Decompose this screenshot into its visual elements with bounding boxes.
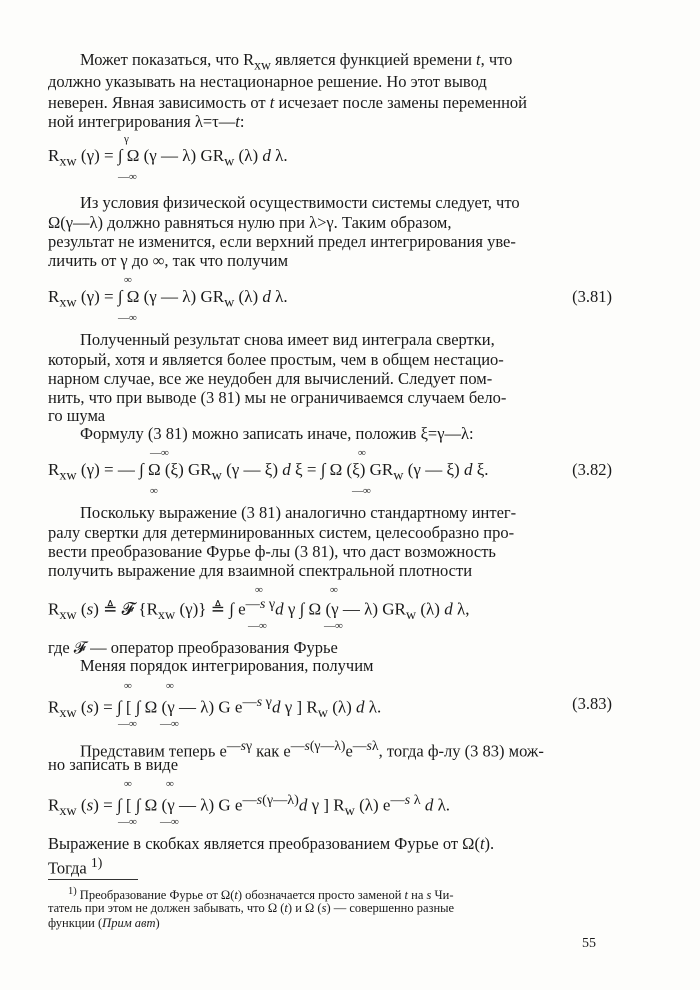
integral-upper-limit: ∞ — [124, 274, 132, 286]
equation-number: (3.83) — [572, 694, 612, 713]
integral-upper-limit: ∞ — [255, 584, 263, 596]
page-number: 55 — [582, 936, 596, 951]
integral-upper-limit: ∞ — [124, 778, 132, 790]
footnote-line: $^{1)}$ Преобразование Фурье от Ω(t) обозначается просто заменой t на s Чи- — [68, 886, 454, 903]
text-line: нить, что при выводе (3 81) мы не ограничиваемся случаем бело- — [48, 388, 507, 407]
footnote-line: татель при этом не должен забывать, что Ω (t) и Ω (s) — совершенно разные — [48, 901, 455, 915]
paragraph-7: Меняя порядок интегрирования, получим — [80, 656, 374, 675]
integral-upper-limit: ∞ — [166, 680, 174, 692]
text-line: результат не изменится, если верхний предел интегрирования уве- — [48, 232, 516, 251]
integral-lower-limit: —∞ — [118, 312, 137, 324]
text-line: должно указывать на нестационарное решение. Но этот вывод — [48, 72, 487, 91]
integral-lower-limit: —∞ — [160, 718, 179, 730]
integral-lower-limit: ∞ — [150, 485, 158, 497]
text-line: вести преобразование Фурье ф-лы (3 81), что даст возможность — [48, 542, 496, 561]
equation-body: $R_{xw}$ (γ) = ∫ Ω (γ — λ) $GR_w$ (λ) d λ. — [48, 287, 288, 311]
text-line: Полученный результат снова имеет вид интеграла свертки, — [80, 330, 495, 349]
text-line: Представим теперь $e^{—s\gamma}$ как $e^{—s(\gamma—\lambda)}e^{—s\lambda}$, тогда ф-лу (3 83) мож- — [80, 738, 544, 761]
text-line: Выражение в скобках является преобразованием Фурье от Ω(t). — [48, 834, 495, 853]
equation-body: $R_{xw}$ (s) = ∫ [ ∫ Ω (γ — λ) G $e^{—s(\gamma—\lambda)}d$ γ ] $R_w$ (λ) $e^{—s \lambda}$ d λ. — [48, 792, 451, 820]
integral-lower-limit: —∞ — [118, 816, 137, 828]
footnote-line: функции (Прим авт) — [48, 916, 160, 930]
integral-upper-limit: ∞ — [124, 680, 132, 692]
integral-lower-limit: —∞ — [118, 718, 137, 730]
equation-number: (3.82) — [572, 460, 612, 479]
integral-upper-limit: ∞ — [330, 584, 338, 596]
integral-upper-limit: —∞ — [150, 447, 169, 459]
text-line: но записать в виде — [48, 755, 179, 774]
text-line: неверен. Явная зависимость от t исчезает после замены переменной — [48, 93, 528, 112]
integral-upper-limit: ∞ — [166, 778, 174, 790]
equation-body: $R_{xw}$ (γ) = ∫ Ω (γ — λ) $GR_w$ (λ) d λ. — [48, 146, 288, 170]
text-line: Тогда $^{1)}$ — [48, 855, 103, 878]
integral-lower-limit: —∞ — [352, 485, 371, 497]
footnote-rule — [48, 879, 138, 880]
text-line: получить выражение для взаимной спектральной плотности — [48, 561, 473, 580]
integral-lower-limit: —∞ — [118, 171, 137, 183]
text-line: личить от γ до ∞, так что получим — [48, 251, 289, 270]
text-line: го шума — [48, 406, 106, 425]
equation-number: (3.81) — [572, 287, 612, 306]
text-line: Поскольку выражение (3 81) аналогично стандартному интег- — [80, 503, 517, 522]
text-line: который, хотя и является более простым, чем в общем нестацио- — [48, 350, 504, 369]
text-line: Из условия физической осуществимости системы следует, что — [80, 193, 520, 212]
integral-upper-limit: ∞ — [358, 447, 366, 459]
text-line: ной интегрирования λ=τ—t: — [48, 112, 245, 131]
integral-lower-limit: —∞ — [248, 620, 267, 632]
equation-body: $R_{xw}$ (s) = ∫ [ ∫ Ω (γ — λ) G $e^{—s \gamma}d$ γ ] $R_w$ (λ) d λ. — [48, 694, 382, 722]
integral-lower-limit: —∞ — [160, 816, 179, 828]
text-line: Может показаться, что $R_{xw}$ является функцией времени t, что — [80, 50, 513, 73]
integral-lower-limit: —∞ — [324, 620, 343, 632]
text-line: ралу свертки для детерминированных систем, целесообразно про- — [48, 523, 515, 542]
text-line: Ω(γ—λ) должно равняться нулю при λ>γ. Таким образом, — [48, 213, 452, 232]
equation-body: $R_{xw}$ (γ) = — ∫ Ω (ξ) $GR_w$ (γ — ξ) d ξ = ∫ Ω (ξ) $GR_w$ (γ — ξ) d ξ. — [48, 460, 489, 484]
paragraph-4: Формулу (3 81) можно записать иначе, положив ξ=γ—λ: — [80, 424, 474, 443]
integral-upper-limit: γ — [124, 133, 129, 145]
equation-body: $R_{xw}$ (s) ≜ 𝓕 {$R_{xw}$ (γ)} ≜ ∫ $e^{—s \gamma}d$ γ ∫ Ω (γ — λ) $GR_w$ (λ) d λ, — [48, 596, 470, 624]
paragraph-6: где 𝓕 — оператор преобразования Фурье — [48, 638, 338, 657]
text-line: нарном случае, все же неудобен для вычислений. Следует пом- — [48, 369, 493, 388]
